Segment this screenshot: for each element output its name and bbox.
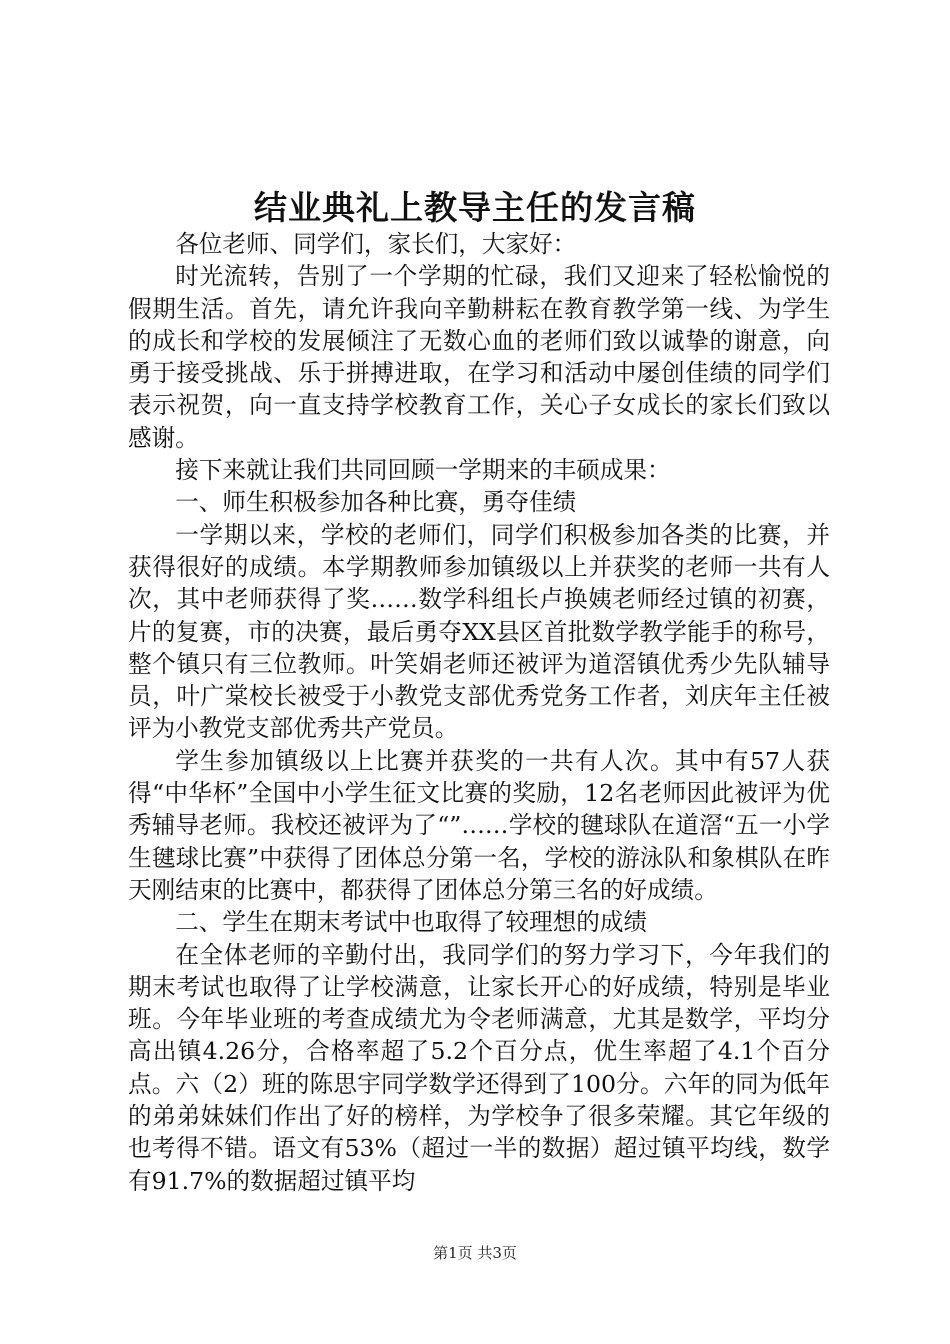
document-title: 结业典礼上教导主任的发言稿	[254, 188, 696, 227]
paragraph-student-awards: 学生参加镇级以上比赛并获奖的一共有人次。其中有57人获得“中华杯”全国中小学生征文比赛的奖励，12名老师因此被评为优秀辅导老师。我校还被评为了“”……学校的毽球队在道滘“五一小学生毽球比赛”中获得了团体总分第一名，学校的游泳队和象棋队在昨天刚结束的比赛中，都获得了团体总分第三名的好成绩。	[128, 746, 830, 904]
section-heading-competitions: 一、师生积极参加各种比赛，勇夺佳绩	[175, 488, 577, 517]
paragraph-review: 接下来就让我们共同回顾一学期来的丰硕成果：	[175, 456, 671, 485]
paragraph-exam-results: 在全体老师的辛勤付出，我同学们的努力学习下，今年我们的期末考试也取得了让学校满意，让家长开心的好成绩，特别是毕业班。今年毕业班的考查成绩尤为令老师满意，尤其是数学，平均分高出镇4.26分，合格率超了5.2个百分点，优生率超了4.1个百分点。六（2）班的陈思宇同学数学还得到了100分。六年的同为低年的弟弟妹妹们作出了好的榜样，为学校争了很多荣耀。其它年级的也考得不错。语文有53%（超过一半的数据）超过镇平均线，数学有91.7%的数据超过镇平均	[128, 940, 830, 1195]
section-heading-exams: 二、学生在期末考试中也取得了较理想的成绩	[175, 908, 648, 937]
page-number-footer: 第1页 共3页	[433, 1244, 517, 1262]
paragraph-intro: 时光流转，告别了一个学期的忙碌，我们又迎来了轻松愉悦的假期生活。首先，请允许我向辛勤耕耘在教育教学第一线、为学生的成长和学校的发展倾注了无数心血的老师们致以诚挚的谢意，向勇于接受挑战、乐于拼搏进取，在学习和活动中屡创佳绩的同学们表示祝贺，向一直支持学校教育工作，关心子女成长的家长们致以感谢。	[128, 262, 830, 452]
document-body	[128, 228, 830, 1197]
paragraph-teacher-awards: 一学期以来，学校的老师们，同学们积极参加各类的比赛，并获得很好的成绩。本学期教师参加镇级以上并获奖的老师一共有人次，其中老师获得了奖……数学科组长卢换姨老师经过镇的初赛，片的复赛，市的决赛，最后勇夺XX县区首批数学教学能手的称号，整个镇只有三位教师。叶笑娟老师还被评为道滘镇优秀少先队辅导员，叶广棠校长被受于小教党支部优秀党务工作者，刘庆年主任被评为小教党支部优秀共产党员。	[128, 520, 830, 743]
paragraph-greeting: 各位老师、同学们，家长们，大家好：	[175, 230, 577, 258]
